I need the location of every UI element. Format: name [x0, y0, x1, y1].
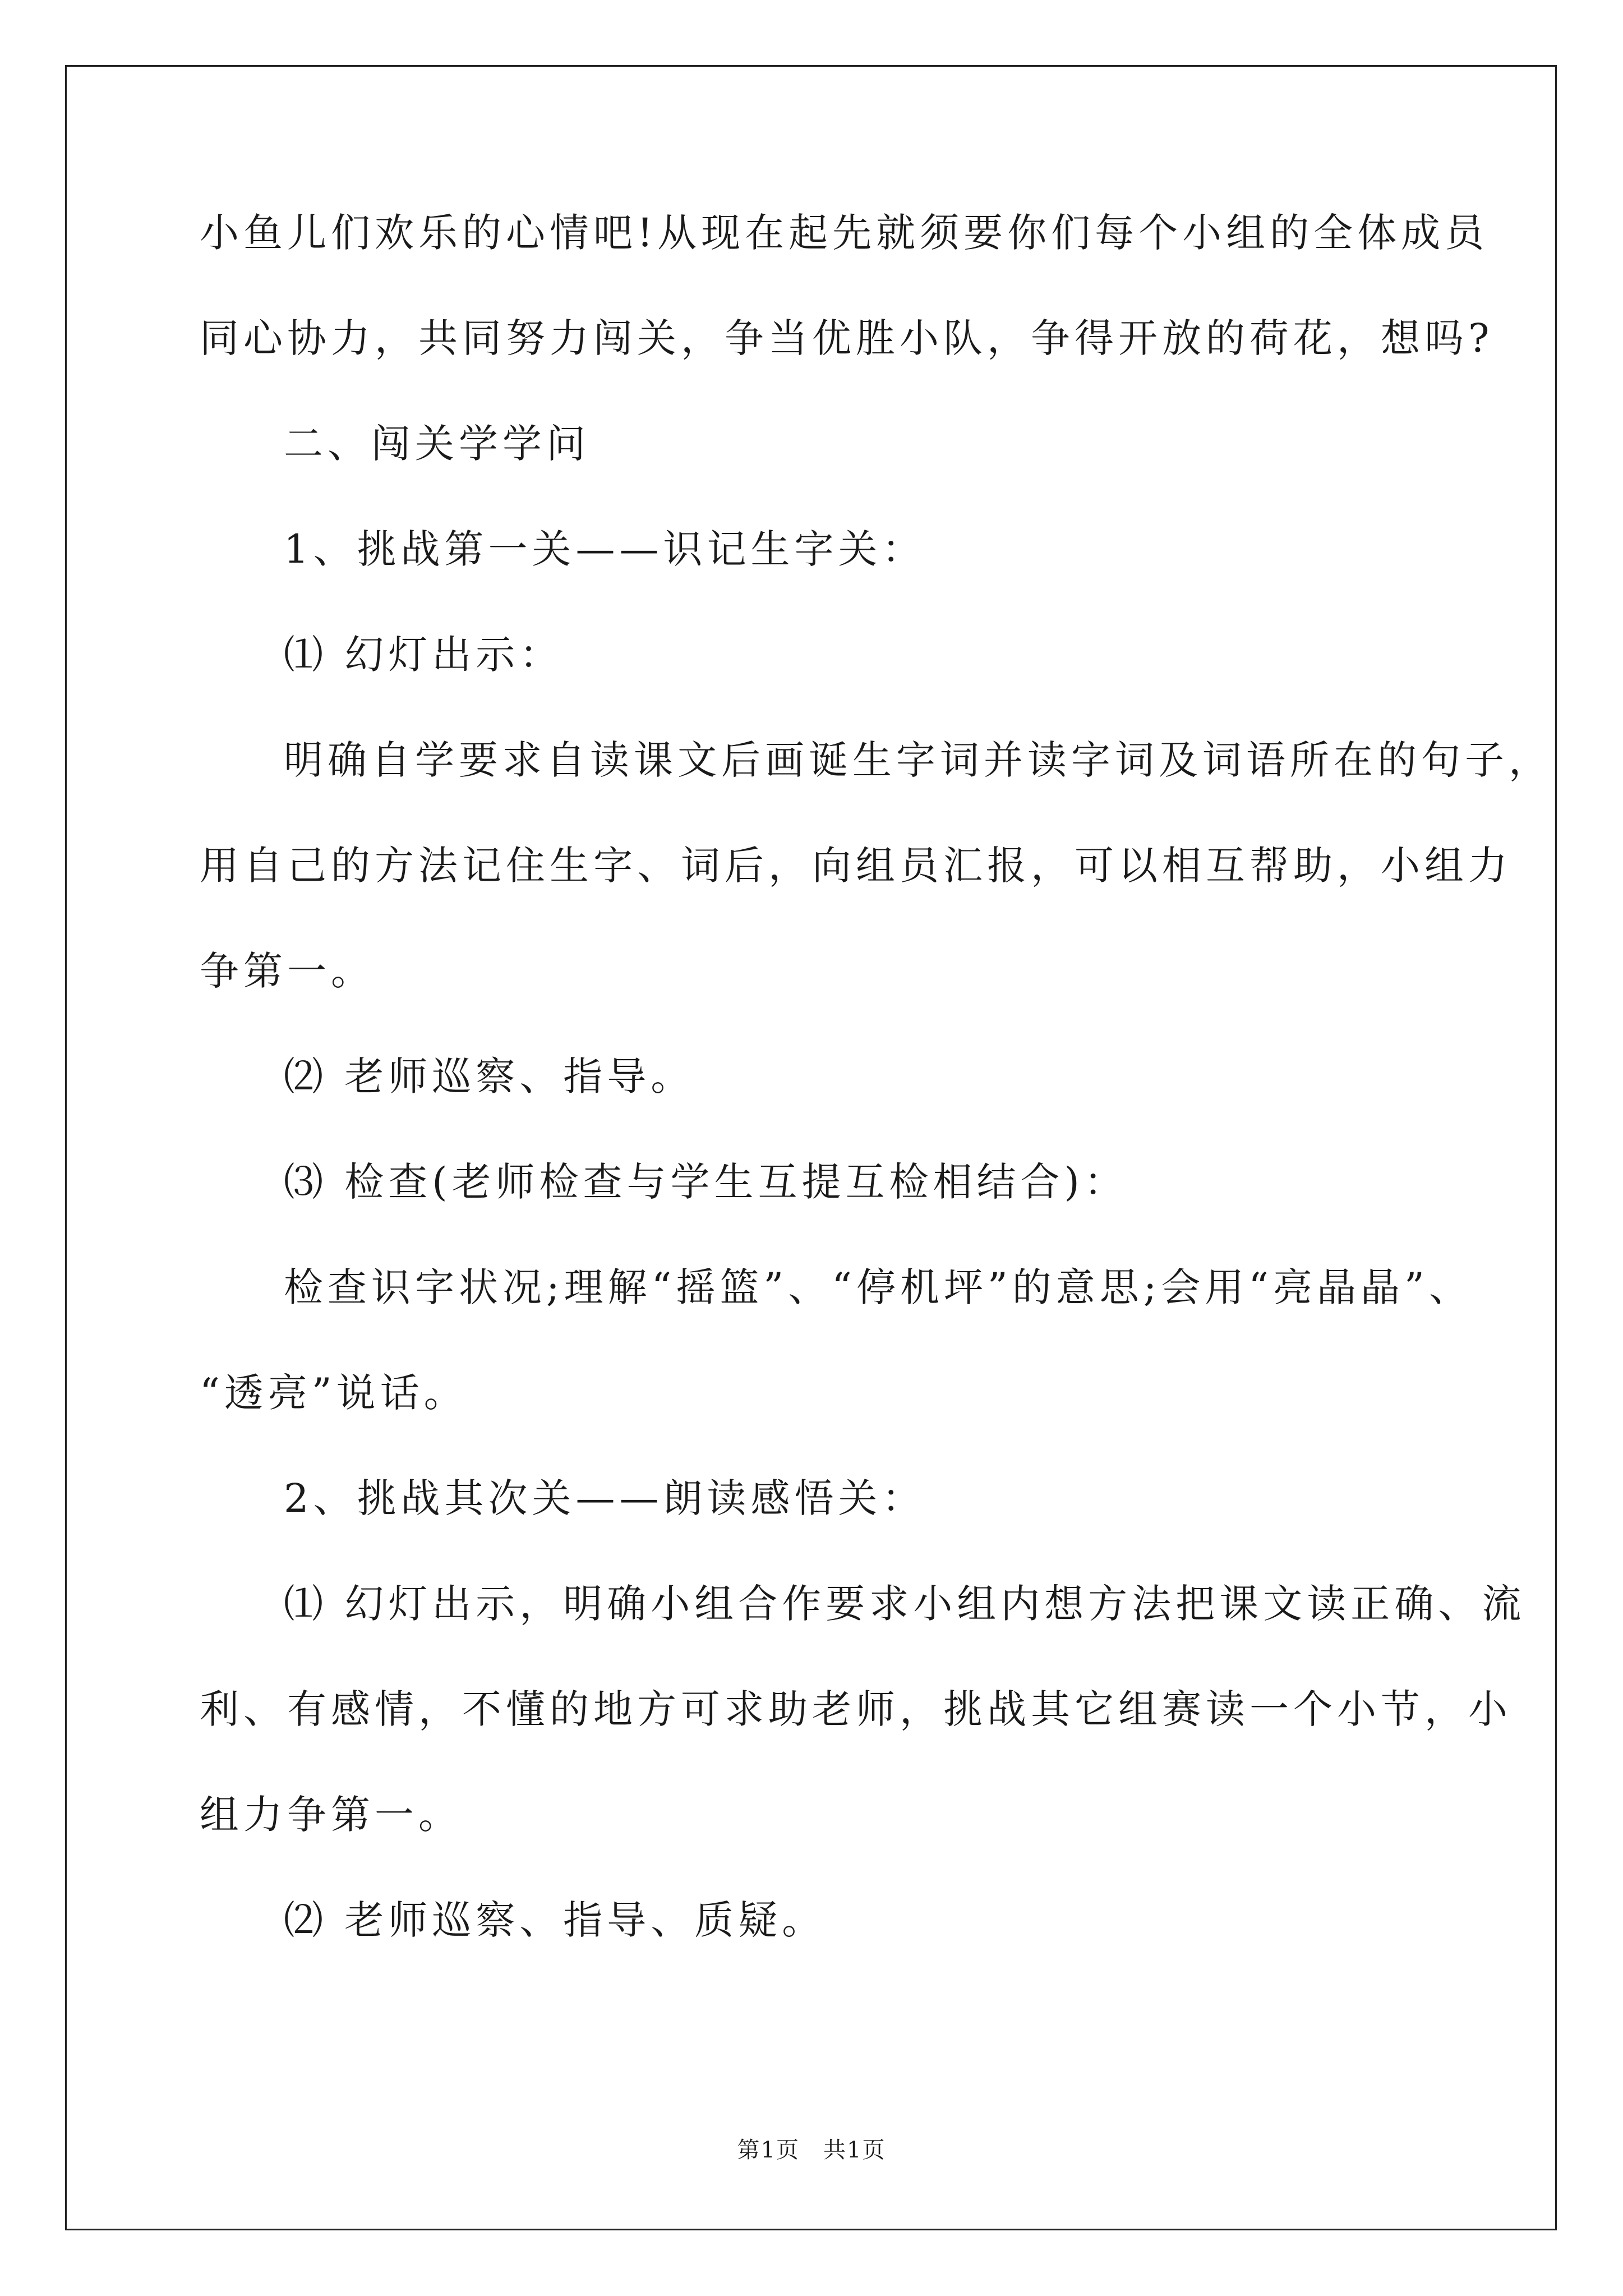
step-item: ⑶ 检查(老师检查与学生互提互检相结合)：: [284, 1159, 1128, 1205]
page-number-footer: 第1页 共1页: [737, 2137, 886, 2163]
step-item: ⑴ 幻灯出示：: [284, 632, 564, 678]
paragraph-line: 利、有感情，不懂的地方可求助老师，挑战其它组赛读一个小节，小: [200, 1686, 1512, 1732]
paragraph-line: 同心协力，共同努力闯关，争当优胜小队，争得开放的荷花，想吗?: [200, 315, 1494, 361]
step-item: ⑵ 老师巡察、指导、质疑。: [284, 1897, 826, 1943]
paragraph-line: “透亮”说话。: [200, 1370, 468, 1416]
paragraph-line: 检查识字状况;理解“摇篮”、“停机坪”的意思;会用“亮晶晶”、: [284, 1264, 1473, 1310]
subsection-heading: 2、挑战其次关——朗读感悟关：: [284, 1475, 926, 1521]
paragraph-line: 争第一。: [200, 948, 375, 994]
paragraph-line: 组力争第一。: [200, 1792, 462, 1838]
section-heading: 二、闯关学学问: [284, 421, 590, 467]
paragraph-line: 明确自学要求自读课文后画诞生字词并读字词及词语所在的句子，: [284, 737, 1552, 783]
step-item: ⑴ 幻灯出示，明确小组合作要求小组内想方法把课文读正确、流: [284, 1581, 1526, 1627]
paragraph-line: 用自己的方法记住生字、词后，向组员汇报，可以相互帮助，小组力: [200, 843, 1512, 889]
document-body: [200, 210, 1552, 2006]
step-item: ⑵ 老师巡察、指导。: [284, 1053, 695, 1099]
paragraph-line: 小鱼儿们欢乐的心情吧!从现在起先就须要你们每个小组的全体成员: [200, 210, 1489, 256]
subsection-heading: 1、挑战第一关——识记生字关：: [284, 526, 926, 572]
